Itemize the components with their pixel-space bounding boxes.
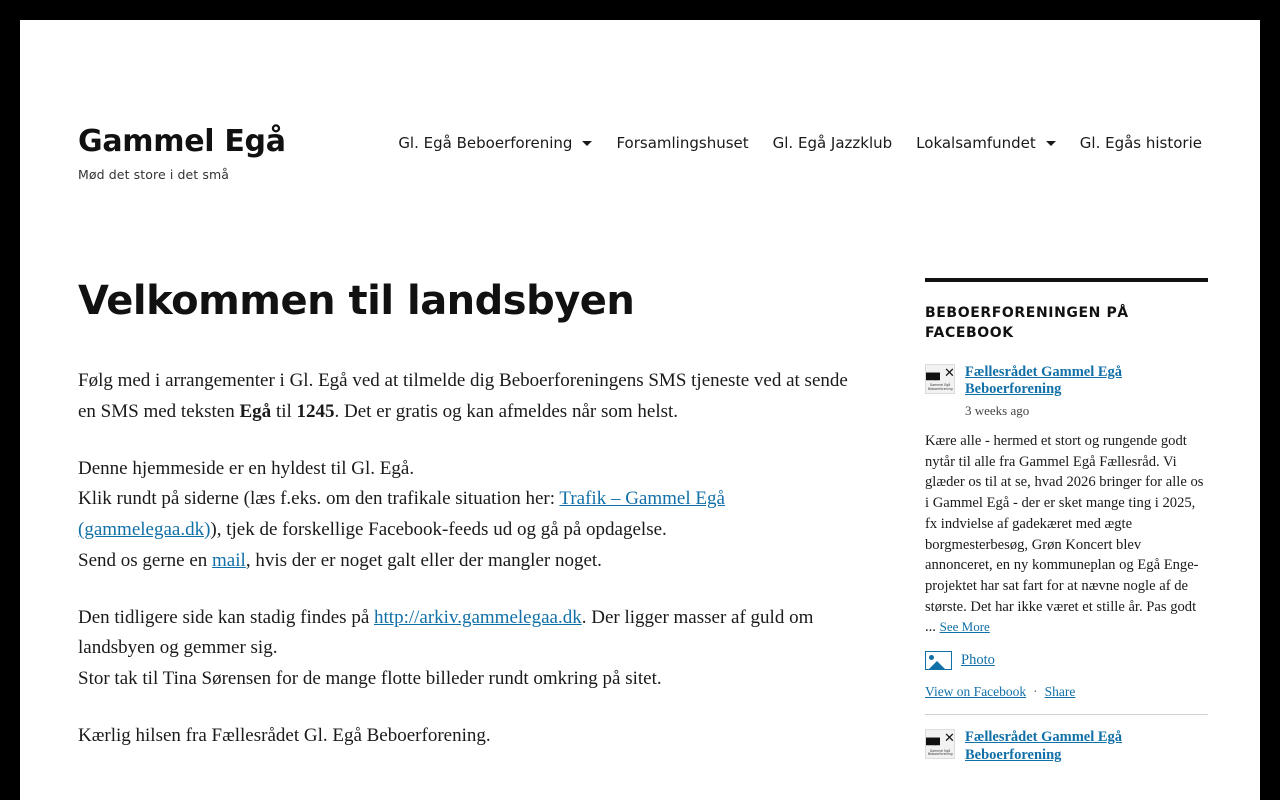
- text-bold-1245: 1245: [296, 400, 335, 422]
- text-bold-egaa: Egå: [239, 400, 272, 422]
- facebook-post-actions: [925, 684, 1208, 700]
- action-separator: ·: [1033, 684, 1038, 700]
- text-run: Send os gerne en: [78, 549, 213, 571]
- view-on-facebook-link[interactable]: View on Facebook: [925, 684, 1027, 700]
- share-link[interactable]: Share: [1044, 684, 1076, 700]
- link-mail[interactable]: mail: [212, 549, 246, 571]
- chevron-down-icon[interactable]: [582, 141, 592, 146]
- site-branding: [78, 125, 338, 182]
- facebook-post-body: [925, 431, 1208, 638]
- paragraph-sms: [78, 366, 868, 428]
- facebook-post: [925, 364, 1208, 715]
- link-arkiv[interactable]: http://arkiv.gammelegaa.dk: [374, 606, 582, 628]
- site-header: [78, 20, 1202, 182]
- text-run: Den tidligere side kan stadig findes på: [78, 606, 375, 628]
- facebook-post-text: Kære alle - hermed et stort og rungende godt nytår til alle fra Gammel Egå Fællesråd. Vi glæder os til at se, hvad 2026 bringer for alle os i Gammel Egå - der er sket mange ting i 2025, fx indvielse af gadekæret med ægte borgmesterbesøg, Grøn Koncert blev annonceret, en ny kommuneplan og Egå Enge-projektet har sat fart for at nævne nogle af de største. Det har ikke været et stille år. Pas godt ...: [925, 432, 1204, 636]
- text-run: ), tjek de forskellige Facebook-feeds ud og gå på opdagelse.: [210, 519, 667, 541]
- text-run: Klik rundt på siderne (læs f.eks. om den trafikale situation her:: [78, 488, 560, 510]
- paragraph-signature: Kærlig hilsen fra Fællesrådet Gl. Egå Beboerforening.: [78, 724, 491, 746]
- paragraph-intro: [78, 454, 868, 577]
- main-content: [78, 278, 868, 791]
- facebook-post-header: [925, 364, 1208, 419]
- nav-label: Gl. Egås historie: [1079, 134, 1202, 152]
- nav-item-forsamlingshuset[interactable]: [604, 134, 760, 152]
- nav-item-lokalsamfundet[interactable]: [904, 134, 1068, 152]
- text-run: . Det er gratis og kan afmeldes når som helst.: [334, 400, 679, 422]
- avatar-caption: Gammel Egå Beboerforening: [928, 748, 953, 757]
- chevron-down-icon[interactable]: [1046, 141, 1056, 146]
- avatar: [925, 364, 955, 394]
- text-run: , hvis der er noget galt eller der mangler noget.: [245, 549, 602, 571]
- page-body: [20, 20, 1260, 791]
- entry-content: [78, 366, 868, 752]
- attachment-label[interactable]: Photo: [961, 652, 995, 669]
- nav-label: Lokalsamfundet: [916, 134, 1036, 152]
- facebook-page-link[interactable]: Fællesrådet Gammel Egå Beboerforening: [965, 363, 1123, 398]
- text-run: Følg med i arrangementer i Gl. Egå ved at tilmelde dig Beboerforeningens SMS tjeneste ved at sende en SMS med teksten: [78, 370, 848, 422]
- facebook-post: [925, 714, 1208, 790]
- page-title: Velkommen til landsbyen: [78, 278, 635, 324]
- paragraph-archive: [78, 603, 868, 695]
- primary-navigation: [338, 125, 1202, 152]
- logo-glyph-icon: ▄▖✕: [926, 731, 954, 747]
- avatar-caption: Gammel Egå Beboerforening: [928, 383, 953, 391]
- logo-glyph-icon: ▄▖✕: [926, 365, 954, 381]
- sidebar: [925, 278, 1208, 791]
- facebook-post-attachment[interactable]: [925, 651, 1208, 670]
- nav-label: Forsamlingshuset: [616, 134, 749, 152]
- facebook-post-meta: [965, 729, 1208, 764]
- see-more-link[interactable]: See More: [939, 619, 990, 635]
- text-run: Denne hjemmeside er en hyldest til Gl. Egå.: [78, 457, 415, 479]
- photo-icon: [925, 651, 952, 670]
- text-run: Stor tak til Tina Sørensen for de mange flotte billeder rundt omkring på sitet.: [78, 668, 662, 690]
- facebook-post-time: 3 weeks ago: [965, 402, 1030, 418]
- nav-label: Gl. Egå Beboerforening: [398, 134, 573, 152]
- browser-viewport: [20, 20, 1260, 800]
- site-tagline: Mød det store i det små: [78, 167, 230, 182]
- facebook-post-header: [925, 729, 1208, 764]
- content-area: [78, 182, 1202, 791]
- site-title[interactable]: Gammel Egå: [78, 124, 286, 159]
- nav-item-jazzklub[interactable]: [761, 134, 905, 152]
- nav-item-historie[interactable]: [1068, 134, 1202, 152]
- text-run: til: [271, 400, 297, 422]
- avatar: [925, 729, 955, 759]
- widget-title-facebook: BEBOERFORENINGEN PÅ FACEBOOK: [925, 305, 1129, 342]
- text-run: . Der ligger masser af guld om landsbyen og gemmer sig.: [78, 606, 814, 659]
- link-trafik[interactable]: Trafik – Gammel Egå (gammelegaa.dk): [78, 488, 725, 541]
- nav-item-beboerforening[interactable]: [386, 134, 604, 152]
- widget-divider: [925, 278, 1208, 282]
- facebook-post-meta: [965, 364, 1208, 419]
- facebook-page-link[interactable]: Fællesrådet Gammel Egå Beboerforening: [965, 729, 1123, 763]
- nav-label: Gl. Egå Jazzklub: [772, 134, 893, 152]
